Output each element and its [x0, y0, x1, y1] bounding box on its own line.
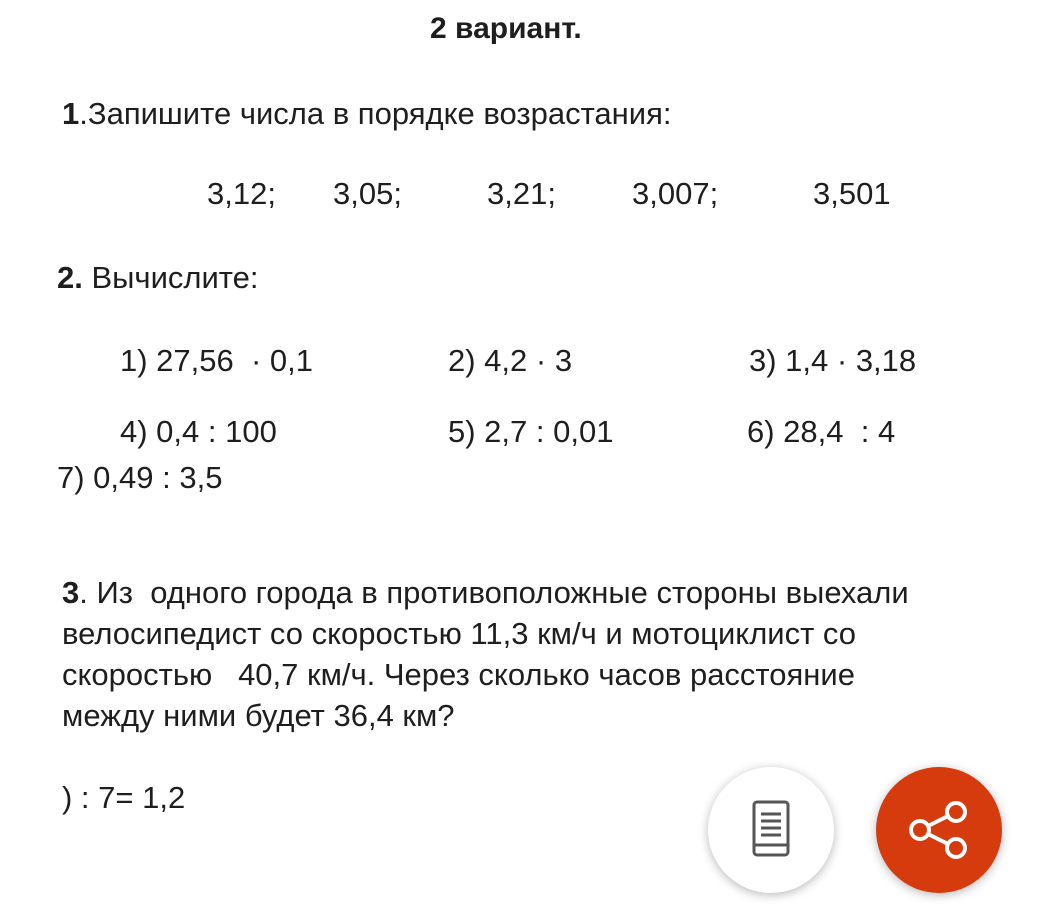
page-title: 2 вариант.: [430, 12, 582, 45]
task1-number: 1: [62, 96, 80, 131]
share-button[interactable]: [876, 767, 1002, 893]
task2-item-2: 2) 4,2 · 3: [448, 343, 573, 378]
task2-item-4: 4) 0,4 : 100: [120, 414, 277, 449]
task1-number-3: 3,21;: [487, 176, 556, 211]
task2-item-3: 3) 1,4 · 3,18: [749, 343, 917, 378]
document-icon: [708, 767, 834, 893]
task1-number-5: 3,501: [813, 176, 891, 211]
share-icon: [876, 767, 1002, 893]
task1-number-2: 3,05;: [333, 176, 402, 211]
extra-line: ) : 7= 1,2: [62, 780, 186, 815]
document-button[interactable]: [708, 767, 834, 893]
task3-number: 3: [62, 575, 80, 610]
task3-text: [62, 572, 992, 736]
task3-line-2: велосипедист со скоростью 11,3 км/ч и мотоциклист со: [62, 616, 857, 651]
task2-item-5: 5) 2,7 : 0,01: [448, 414, 614, 449]
task2-item-7: 7) 0,49 : 3,5: [57, 460, 223, 495]
task1-text: .Запишите числа в порядке возрастания:: [79, 96, 672, 131]
task3-line-1: [62, 572, 992, 613]
task3-line-4: между ними будет 36,4 км?: [62, 698, 455, 733]
task2-item-1: 1) 27,56 · 0,1: [120, 343, 314, 378]
task2-item-6: 6) 28,4 : 4: [747, 414, 896, 449]
task3-line-3: скоростью 40,7 км/ч. Через сколько часов расстояние: [62, 657, 855, 692]
task2-number: 2.: [57, 260, 83, 295]
task1-number-1: 3,12;: [207, 176, 276, 211]
task3-line-1-text: . Из одного города в противоположные стороны выехали: [79, 575, 909, 610]
task1-number-4: 3,007;: [632, 176, 719, 211]
task1-heading: [62, 96, 672, 132]
task2-heading: [57, 260, 259, 296]
task2-text: Вычислите:: [82, 260, 259, 295]
